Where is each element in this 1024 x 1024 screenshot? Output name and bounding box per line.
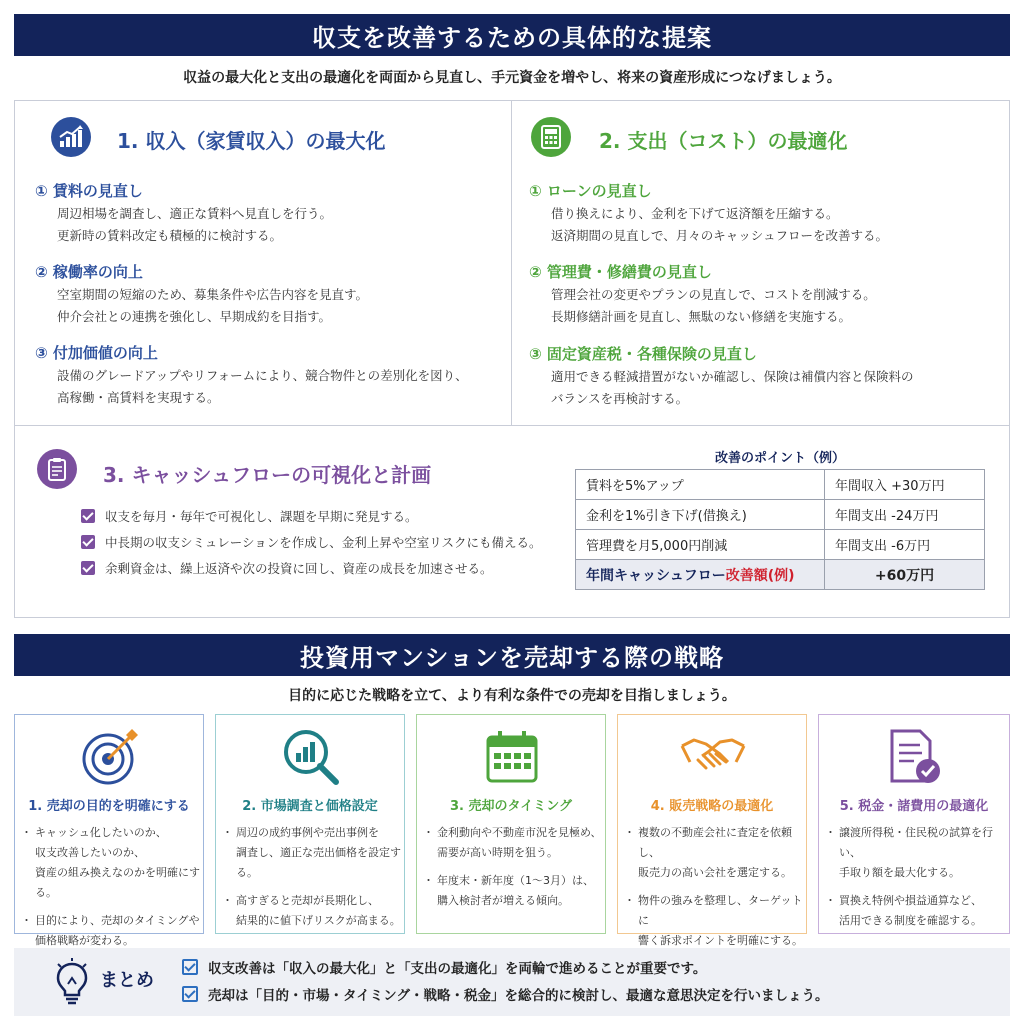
income-item-text: 設備のグレードアップやリフォームにより、競合物件との差別化を図り、 高稼働・高賃料を実現する。 [57, 368, 468, 405]
strategy-card [818, 714, 1010, 934]
growth-chart-icon [51, 117, 91, 157]
expense-item-text: 適用できる軽減措置がないか確認し、保険は補償内容と保険料の バランスを再検討する。 [551, 369, 914, 406]
income-item-heading: ③ 付加価値の向上 [35, 344, 158, 362]
income-item-heading: ① 賃料の見直し [35, 182, 143, 200]
divider [511, 101, 512, 425]
page-title: 収支を改善するための具体的な提案 [14, 14, 1010, 56]
expense-section-title: 2. 支出（コスト）の最適化 [599, 129, 848, 153]
card-title: 1. 売却の目的を明確にする [28, 799, 190, 814]
income-item-text: 周辺相場を調査し、適正な賃料へ見直しを行う。 更新時の賃料改定も積極的に検討する。 [57, 206, 333, 243]
strategy-card [14, 714, 204, 947]
table-row: 金利を1%引き下げ(借換え) 年間支出 -24万円 [576, 500, 985, 530]
checkbox-icon [182, 986, 198, 1002]
summary-item: 売却は「目的・市場・タイミング・戦略・税金」を総合的に検討し、最適な意思決定を行いましょう。 [182, 984, 828, 1004]
card-title: 2. 市場調査と価格設定 [242, 799, 378, 814]
divider [15, 425, 1009, 426]
checkbox-icon [81, 509, 95, 523]
target-icon [75, 725, 145, 789]
checklist-item: 収支を毎月・毎年で可視化し、課題を早期に発見する。 [81, 503, 542, 529]
card-title: 3. 売却のタイミング [450, 799, 572, 814]
income-section-title: 1. 収入（家賃収入）の最大化 [117, 129, 386, 153]
magnifier-chart-icon [276, 725, 346, 789]
list-item: ・ 高すぎると売却が長期化し、 結果的に値下げリスクが高まる。 [224, 891, 402, 931]
summary-item: 収支改善は「収入の最大化」と「支出の最適化」を両輪で進めることが重要です。 [182, 957, 706, 977]
sale-subtitle: 目的に応じた戦略を立て、より有利な条件での売却を目指しましょう。 [288, 688, 736, 704]
expense-item-heading: ② 管理費・修繕費の見直し [529, 263, 712, 281]
table-row: 賃料を5%アップ 年間収入 +30万円 [576, 470, 985, 500]
strategy-card [416, 714, 606, 934]
list-item: ・ 金利動向や不動産市況を見極め、 需要が高い時期を狙う。 [425, 823, 603, 863]
card-bullets [827, 823, 1005, 939]
checkbox-icon [81, 535, 95, 549]
table-row: 管理費を月5,000円削減 年間支出 -6万円 [576, 530, 985, 560]
card-bullets [224, 823, 402, 939]
expense-item-text: 管理会社の変更やプランの見直しで、コストを削減する。 長期修繕計画を見直し、無駄のない修繕を実施する。 [551, 287, 876, 324]
lightbulb-icon [54, 958, 90, 1010]
improvement-panel [14, 100, 1010, 618]
card-bullets [23, 823, 201, 959]
card-title: 4. 販売戦略の最適化 [650, 799, 774, 814]
card-title: 5. 税金・諸費用の最適化 [839, 799, 989, 814]
clipboard-icon [37, 449, 77, 489]
document-check-icon [879, 725, 949, 789]
list-item: ・ 周辺の成約事例や売出事例を 調査し、適正な売出価格を設定する。 [224, 823, 402, 883]
list-item: ・ 物件の強みを整理し、ターゲットに 響く訴求ポイントを明確にする。 [626, 891, 804, 951]
list-item: ・ 譲渡所得税・住民税の試算を行い、 手取り額を最大化する。 [827, 823, 1005, 883]
income-item-text: 空室期間の短縮のため、募集条件や広告内容を見直す。 仲介会社との連携を強化し、早期成約を目指す。 [57, 287, 369, 324]
expense-item-heading: ③ 固定資産税・各種保険の見直し [529, 345, 757, 363]
strategy-card [215, 714, 405, 934]
total-row: 年間キャッシュフロー改善額(例) +60万円 [576, 560, 985, 590]
list-item: ・ 年度末・新年度（1〜3月）は、 購入検討者が増える傾向。 [425, 871, 603, 911]
cashflow-checklist [81, 503, 542, 581]
strategy-cards [14, 714, 1010, 947]
calculator-icon [531, 117, 571, 157]
summary-box [14, 948, 1010, 1016]
checklist-item: 中長期の収支シミュレーションを作成し、金利上昇や空室リスクにも備える。 [81, 529, 542, 555]
sale-section-title: 投資用マンションを売却する際の戦略 [14, 634, 1010, 676]
expense-item-text: 借り換えにより、金利を下げて返済額を圧縮する。 返済期間の見直しで、月々のキャッシュフローを改善する。 [551, 206, 889, 243]
points-table [575, 469, 985, 590]
page-subtitle: 収益の最大化と支出の最適化を両面から見直し、手元資金を増やし、将来の資産形成につなげましょう。 [183, 70, 841, 86]
card-bullets [425, 823, 603, 919]
checkbox-icon [182, 959, 198, 975]
checklist-item: 余剰資金は、繰上返済や次の投資に回し、資産の成長を加速させる。 [81, 555, 542, 581]
calendar-icon [477, 725, 547, 789]
list-item: ・ 複数の不動産会社に査定を依頼し、 販売力の高い会社を選定する。 [626, 823, 804, 883]
summary-label: まとめ [100, 970, 154, 991]
income-item-heading: ② 稼働率の向上 [35, 263, 143, 281]
points-title: 改善のポイント（例） [714, 451, 845, 466]
handshake-icon [678, 725, 748, 789]
cashflow-section-title: 3. キャッシュフローの可視化と計画 [103, 463, 432, 487]
list-item: ・ 目的により、売却のタイミングや 価格戦略が変わる。 [23, 911, 201, 951]
checkbox-icon [81, 561, 95, 575]
expense-item-heading: ① ローンの見直し [529, 182, 652, 200]
card-bullets [626, 823, 804, 959]
list-item: ・ 買換え特例や損益通算など、 活用できる制度を確認する。 [827, 891, 1005, 931]
list-item: ・ キャッシュ化したいのか、 収支改善したいのか、 資産の組み換えなのかを明確にする。 [23, 823, 201, 903]
strategy-card [617, 714, 807, 947]
